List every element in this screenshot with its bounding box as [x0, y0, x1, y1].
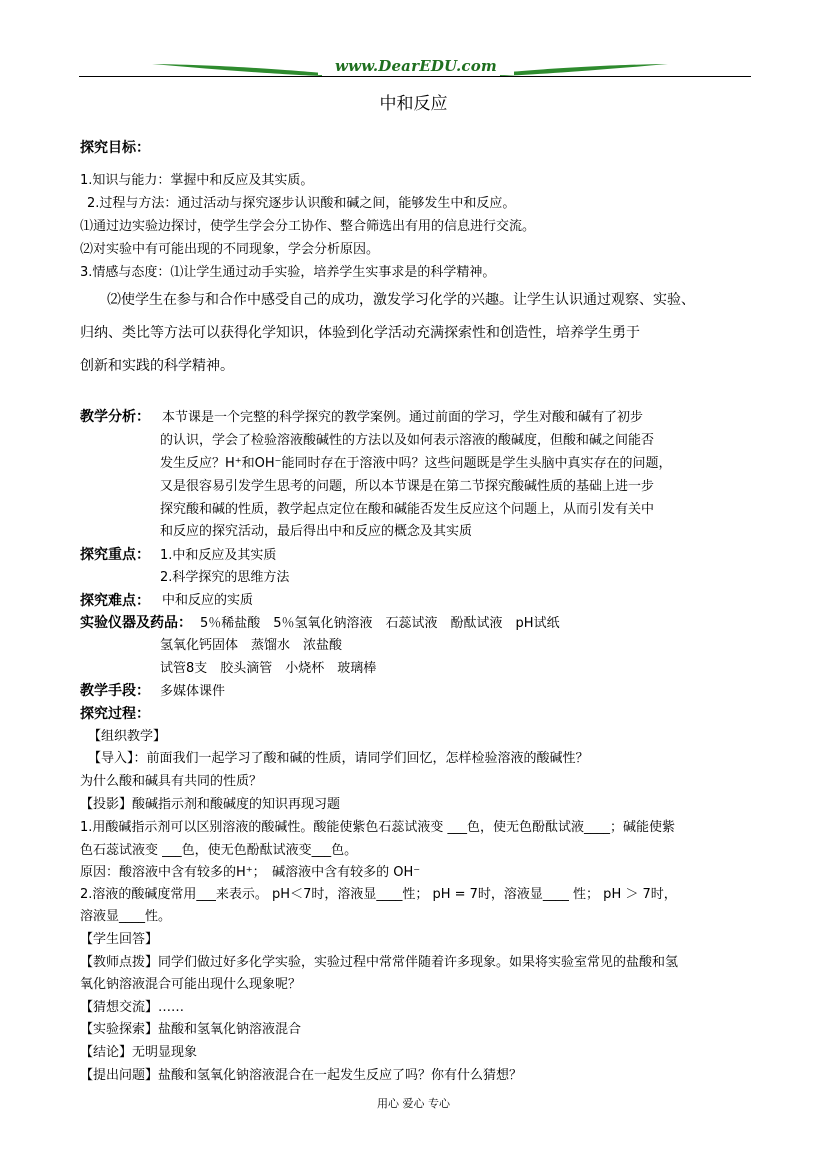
exercise-2-line2: 溶液显____性。 [80, 909, 172, 924]
site-logo [150, 55, 670, 81]
raise-question: 【提出问题】盐酸和氢氧化钠溶液混合在一起发生反应了吗？你有什么猜想？ [80, 1068, 523, 1083]
analysis-line: 又是很容易引发学生思考的问题，所以本节课是在第二节探究酸碱性质的基础上进一步 [160, 479, 655, 494]
conclusion: 【结论】无明显现象 [80, 1045, 198, 1060]
goal-3: 3.情感与态度：⑴让学生通过动手实验，培养学生实事求是的科学精神。 [80, 265, 496, 280]
analysis-heading: 教学分析： [80, 409, 150, 425]
exercise-reason: 原因：酸溶液中含有较多的H⁺； 碱溶液中含有较多的 OH⁻ [80, 865, 421, 880]
process-projection: 【投影】酸碱指示剂和酸碱度的知识再现习题 [80, 797, 341, 812]
key-1: 1.中和反应及其实质 [160, 548, 277, 563]
process-heading: 探究过程： [80, 706, 150, 722]
process-intro-2: 为什么酸和碱具有共同的性质？ [80, 774, 263, 789]
analysis-line: 和反应的探究活动，最后得出中和反应的概念及其实质 [160, 524, 473, 539]
goal-heading: 探究目标： [80, 140, 150, 156]
process-organize: 【组织教学】 [88, 729, 167, 744]
goal-2b: ⑵对实验中有可能出现的不同现象，学会分析原因。 [80, 242, 380, 257]
teacher-tip-line2: 氧化钠溶液混合可能出现什么现象呢？ [80, 977, 302, 992]
analysis-line: 的认识，学会了检验溶液酸碱性的方法以及如何表示溶液的酸碱度，但酸和碱之间能否 [160, 433, 655, 448]
analysis-line: 探究酸和碱的性质，教学起点定位在酸和碱能否发生反应这个问题上，从而引发有关中 [160, 502, 655, 517]
goal-1: 1.知识与能力：掌握中和反应及其实质。 [80, 173, 314, 188]
means-1: 多媒体课件 [160, 684, 226, 699]
exercise-2-line1: 2.溶液的酸碱度常用___来表示。 pH＜7时，溶液显____性； pH = 7时，溶液显____ 性； pH ＞ 7时， [80, 887, 677, 902]
goal-3b-line1: ⑵使学生在参与和合作中感受自己的成功，激发学习化学的兴趣。让学生认识通过观察、实验、 [107, 292, 695, 308]
key-2: 2.科学探究的思维方法 [160, 570, 290, 585]
page-footer: 用心 爱心 专心 [377, 1097, 450, 1110]
materials-line: 氢氧化钙固体 蒸馏水 浓盐酸 [160, 638, 343, 653]
experiment-explore: 【实验探索】盐酸和氢氧化钠溶液混合 [80, 1022, 302, 1037]
page-title: 中和反应 [379, 94, 448, 114]
goal-2: 2.过程与方法：通过活动与探究逐步认识酸和碱之间，能够发生中和反应。 [87, 196, 516, 211]
means-heading: 教学手段： [80, 683, 150, 699]
goal-3b-line3: 创新和实践的科学精神。 [80, 358, 234, 374]
difficulty-1: 中和反应的实质 [162, 593, 254, 608]
difficulty-heading: 探究难点： [80, 593, 150, 609]
analysis-line: 本节课是一个完整的科学探究的教学案例。通过前面的学习，学生对酸和碱有了初步 [162, 410, 644, 425]
guess-exchange: 【猜想交流】…… [80, 1000, 185, 1015]
exercise-1-line1: 1.用酸碱指示剂可以区别溶液的酸碱性。酸能使紫色石蕊试液变 ___色，使无色酚酞试液____；碱能使紫 [80, 820, 676, 835]
materials-heading: 实验仪器及药品： [80, 615, 192, 631]
header-divider [79, 76, 751, 77]
logo-text: www.DearEDU.com [318, 57, 514, 75]
student-answer: 【学生回答】 [80, 932, 159, 947]
process-intro: 【导入】：前面我们一起学习了酸和碱的性质，请同学们回忆，怎样检验溶液的酸碱性？ [88, 751, 589, 766]
materials-line: 试管8支 胶头滴管 小烧杯 玻璃棒 [160, 661, 377, 676]
goal-2a: ⑴通过边实验边探讨，使学生学会分工协作、整合筛选出有用的信息进行交流。 [80, 219, 536, 234]
exercise-1-line2: 色石蕊试液变 ___色，使无色酚酞试液变___色。 [80, 843, 358, 858]
teacher-tip-line1: 【教师点拨】同学们做过好多化学实验，实验过程中常常伴随着许多现象。如果将实验室常见的盐酸和氢 [80, 955, 679, 970]
materials-line: 5％稀盐酸 5％氢氧化钠溶液 石蕊试液 酚酞试液 pH试纸 [200, 616, 560, 631]
analysis-line: 发生反应？H⁺和OH⁻能同时存在于溶液中吗？这些问题既是学生头脑中真实存在的问题， [160, 456, 672, 471]
goal-3b-line2: 归纳、类比等方法可以获得化学知识，体验到化学活动充满探索性和创造性，培养学生勇于 [80, 325, 640, 341]
key-heading: 探究重点： [80, 547, 150, 563]
